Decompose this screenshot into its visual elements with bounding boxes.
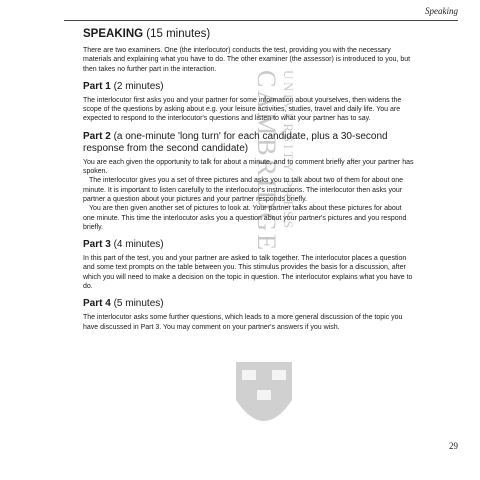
part2-paragraph-2: The interlocutor gives you a set of three pictures and asks you to talk about two of them for about one minute. It is important to listen carefully to the interlocutor's instructions. The interlocutor then asks your partner a question about your pictures and your partner responds briefly. xyxy=(83,177,404,203)
main-content xyxy=(83,28,415,332)
part4-heading xyxy=(83,298,415,310)
part2-heading xyxy=(83,131,415,155)
part2-title: Part 2 xyxy=(83,130,111,142)
part1-heading xyxy=(83,81,415,93)
title-duration: (15 minutes) xyxy=(146,28,211,40)
part1-paragraph: The interlocutor first asks you and your partner for some information about yourselves, then widens the scope of the questions by asking about e.g. your leisure activities, studies, travel and daily life. You are expected to respond to the interlocutor's questions and listen to what your partner has to say. xyxy=(83,96,402,123)
part3-title: Part 3 xyxy=(83,239,111,251)
title-text: SPEAKING xyxy=(83,28,144,40)
running-header: Speaking xyxy=(425,6,458,16)
part4-duration: (5 minutes) xyxy=(113,298,164,310)
intro-paragraph: There are two examiners. One (the interlocutor) conducts the test, providing you with the necessary materials and explaining what you have to do. The other examiner (the assessor) is introduced to you, but then takes no further part in the interaction. xyxy=(83,47,411,73)
part4-title: Part 4 xyxy=(83,298,111,310)
part1-title: Part 1 xyxy=(83,80,111,92)
watermark-line2: UNIVERSITY PRESS xyxy=(281,70,296,231)
crest-icon xyxy=(236,362,292,421)
part1-duration: (2 minutes) xyxy=(113,80,164,92)
page-number: 29 xyxy=(449,441,458,451)
header-rule xyxy=(64,20,458,21)
part3-heading xyxy=(83,239,415,251)
part4-paragraph: The interlocutor asks some further questions, which leads to a more general discussion of the topic you have discussed in Part 3. You may comment on your partner's answers if you wish. xyxy=(83,314,403,331)
watermark-line1: CAMBRIDGE xyxy=(252,70,281,254)
page-title xyxy=(83,28,415,40)
part2-paragraph-3: You are then given another set of pictures to look at. Your partner talks about these pictures for about one minute. This time the interlocutor asks you a question about your partner's pictures and you respond briefly. xyxy=(83,205,407,231)
part3-paragraph: In this part of the test, you and your partner are asked to talk together. The interlocutor places a question and some text prompts on the table between you. This stimulus provides the basis for a discussion, after which you will need to make a decision on the topic in question. The interlocutor explains what you have to do. xyxy=(83,255,413,291)
part2-duration: (a one-minute 'long turn' for each candidate, plus a 30-second response from the second candidate) xyxy=(83,130,388,154)
part3-duration: (4 minutes) xyxy=(113,239,164,251)
part2-paragraph-1: You are each given the opportunity to talk for about a minute, and to comment briefly after your partner has spoken. xyxy=(83,158,414,176)
